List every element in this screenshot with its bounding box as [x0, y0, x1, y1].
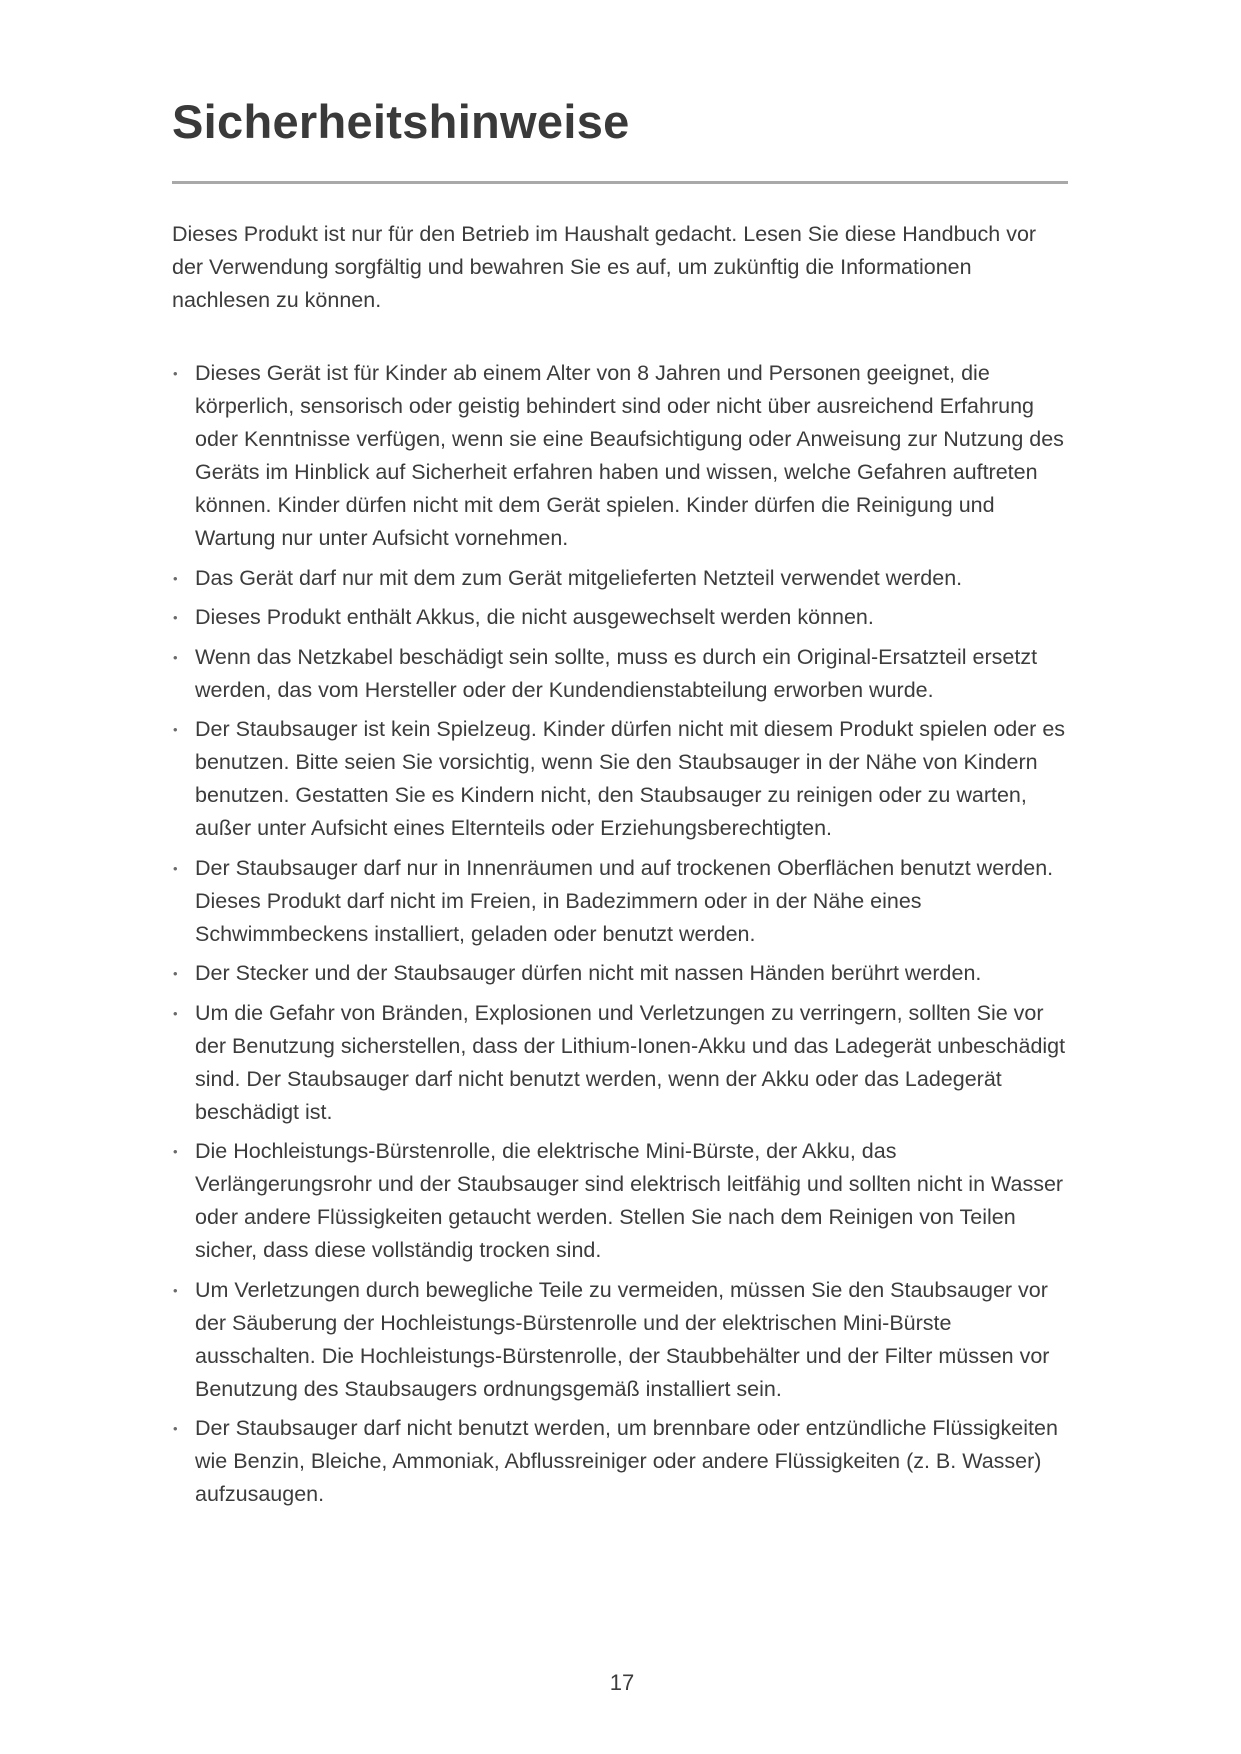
list-item: [172, 357, 1072, 555]
list-item-text: Um Verletzungen durch bewegliche Teile zu vermeiden, müssen Sie den Staubsauger vor der Säuberung der Hochleistungs-Bürstenrolle und der elektrischen Mini-Bürste ausschalten. Die Hochleistungs-Bürstenrolle, der Staubbehälter und der Filter müssen vor Benutzung des Staubsaugers ordnungsgemäß installiert sein.: [195, 1277, 1050, 1401]
list-item-text: Der Stecker und der Staubsauger dürfen nicht mit nassen Händen berührt werden.: [195, 961, 982, 985]
list-item: [172, 1412, 1072, 1511]
list-item: [172, 1274, 1072, 1406]
bullet-icon: •: [173, 570, 178, 586]
safety-instructions-list: [172, 357, 1072, 1518]
list-item-text: Wenn das Netzkabel beschädigt sein sollte, muss es durch ein Original-Ersatzteil ersetzt werden, das vom Hersteller oder der Kundendienstabteilung erworben wurde.: [195, 644, 1038, 702]
bullet-icon: •: [173, 722, 178, 737]
list-item-text: Die Hochleistungs-Bürstenrolle, die elektrische Mini-Bürste, der Akku, das Verlängerungsrohr und der Staubsauger sind elektrisch leitfähig und sollten nicht in Wasser oder andere Flüssigkeiten getaucht werden. Stellen Sie nach dem Reinigen von Teilen sicher, dass diese vollständig trocken sind.: [195, 1139, 1064, 1262]
bullet-icon: •: [173, 1005, 178, 1021]
bullet-icon: •: [173, 610, 178, 625]
list-item: [172, 601, 1072, 634]
list-item-text: Der Staubsauger darf nicht benutzt werden, um brennbare oder entzündliche Flüssigkeiten wie Benzin, Bleiche, Ammoniak, Abflussreiniger oder andere Flüssigkeiten (z. B. Wasser) aufzusaugen.: [195, 1416, 1058, 1506]
title-divider: [172, 181, 1068, 184]
bullet-icon: •: [173, 1144, 178, 1159]
list-item-text: Um die Gefahr von Bränden, Explosionen und Verletzungen zu verringern, sollten Sie vor der Benutzung sicherstellen, dass der Lithium-Ionen-Akku und das Ladegerät unbeschädigt sind. Der Staubsauger darf nicht benutzt werden, wenn der Akku oder das Ladegerät beschädigt ist.: [195, 1000, 1066, 1124]
bullet-icon: •: [173, 1282, 178, 1298]
bullet-icon: •: [173, 366, 178, 381]
bullet-icon: •: [173, 966, 178, 981]
list-item-text: Dieses Gerät ist für Kinder ab einem Alter von 8 Jahren und Personen geeignet, die körperlich, sensorisch oder geistig behindert sind oder nicht über ausreichend Erfahrung oder Kenntnisse verfügen, wenn sie eine Beaufsichtigung oder Anweisung zur Nutzung des Geräts im Hinblick auf Sicherheit erfahren haben und wissen, welche Gefahren auftreten können. Kinder dürfen nicht mit dem Gerät spielen. Kinder dürfen die Reinigung und Wartung nur unter Aufsicht vornehmen.: [195, 361, 1064, 550]
list-item: [172, 1135, 1072, 1267]
bullet-icon: •: [173, 649, 178, 665]
list-item: [172, 641, 1072, 707]
page-number: 17: [609, 1670, 635, 1695]
bullet-icon: •: [173, 860, 178, 876]
list-item-text: Der Staubsauger ist kein Spielzeug. Kinder dürfen nicht mit diesem Produkt spielen oder es benutzen. Bitte seien Sie vorsichtig, wenn Sie den Staubsauger in der Nähe von Kindern benutzen. Gestatten Sie es Kindern nicht, den Staubsauger zu reinigen oder zu warten, außer unter Aufsicht eines Elternteils oder Erziehungsberechtigten.: [195, 717, 1066, 840]
list-item-text: Der Staubsauger darf nur in Innenräumen und auf trockenen Oberflächen benutzt werden. Dieses Produkt darf nicht im Freien, in Badezimmern oder in der Nähe eines Schwimmbeckens installiert, geladen oder benutzt werden.: [195, 855, 1054, 946]
intro-paragraph: Dieses Produkt ist nur für den Betrieb im Haushalt gedacht. Lesen Sie diese Handbuch vor der Verwendung sorgfältig und bewahren Sie es auf, um zukünftig die Informationen nachlesen zu können.: [172, 222, 1037, 312]
bullet-icon: •: [173, 1421, 178, 1436]
manual-page: [172, 0, 1072, 1754]
list-item: [172, 562, 1072, 595]
list-item-text: Das Gerät darf nur mit dem zum Gerät mitgelieferten Netzteil verwendet werden.: [195, 565, 963, 590]
list-item: [172, 852, 1072, 951]
list-item: [172, 997, 1072, 1129]
list-item: [172, 713, 1072, 845]
list-item-text: Dieses Produkt enthält Akkus, die nicht ausgewechselt werden können.: [195, 605, 874, 629]
list-item: [172, 957, 1072, 990]
page-title: Sicherheitshinweise: [172, 95, 630, 148]
